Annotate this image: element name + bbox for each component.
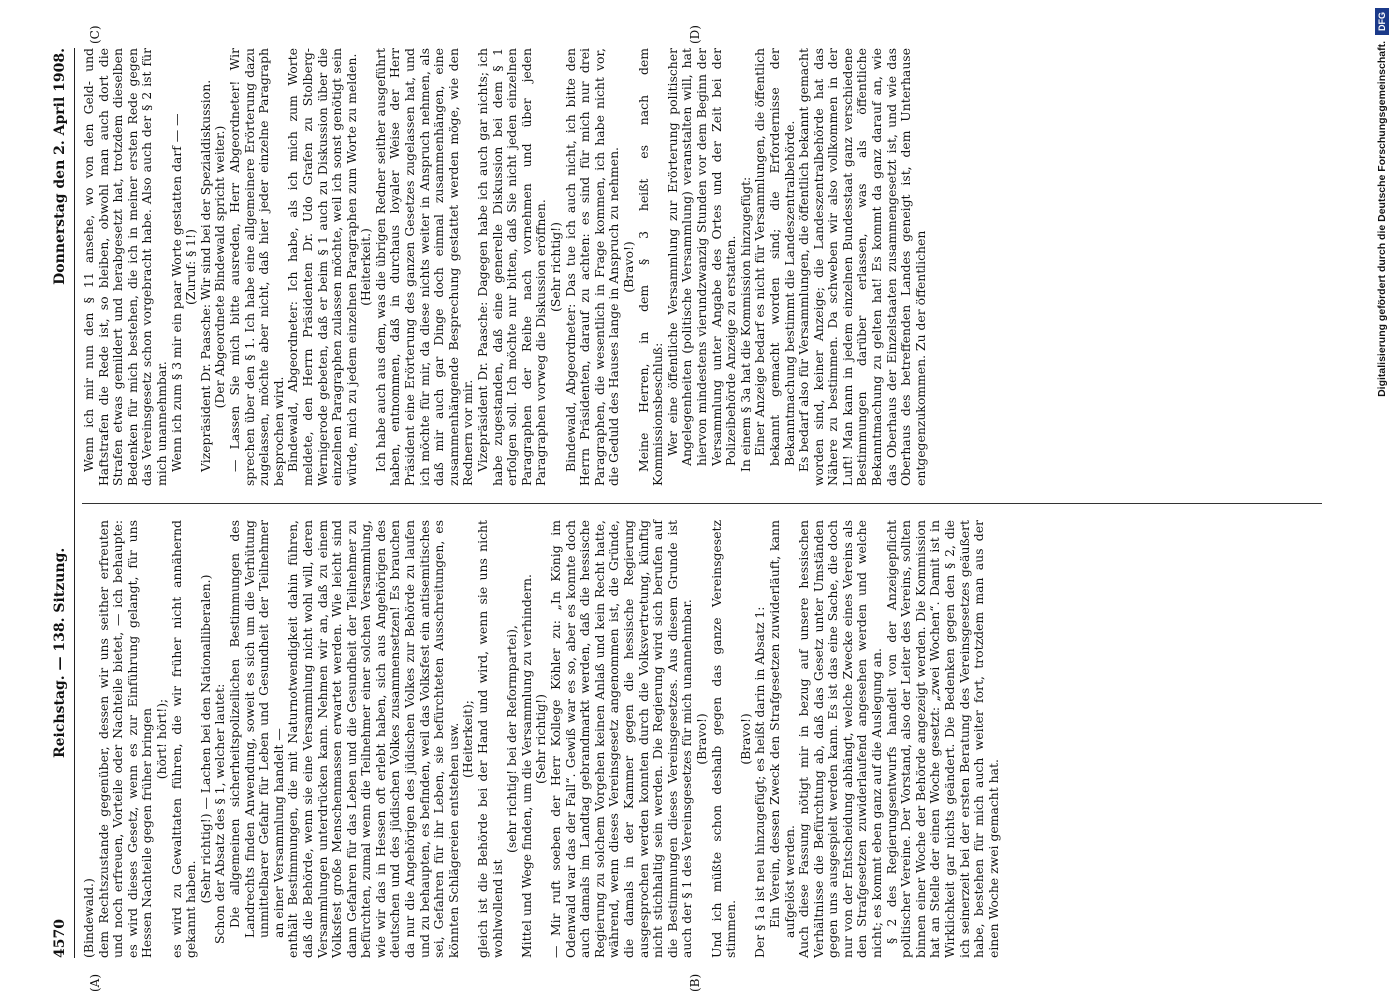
paragraph: es wird zu Gewalttaten führen, die wir früher nicht annähernd gekannt haben. — [168, 520, 199, 958]
margin-mark-d: (D) — [688, 25, 702, 44]
paragraph: Ich habe auch aus dem, was die übrigen Redner seither ausgeführt haben, entnommen, daß in durchaus loyaler Weise der Herr Präsident eine Erörterung des ganzen Gesetzes zugelassen hat, und ich möchte für mir, da diese nichts weiter in Anspruch nehmen, als daß mir auch gar Dinge doch einmal zusammenhängen, eine zusammenhängende Besprechung gestattet werden möge, wie den Rednern vor mir. — [372, 48, 476, 486]
paragraph: Und ich müßte schon deshalb gegen das ganze Vereinsgesetz stimmen. — [708, 520, 739, 958]
column-divider — [82, 503, 1322, 504]
paragraph: Einer Anzeige bedarf es nicht für Versammlungen, die öffentlich bekannt gemacht worden sind; die Erfordernisse der Bekanntmachung bestimmt die Landeszentralbehörde. — [752, 48, 797, 466]
page-header — [48, 48, 75, 958]
paragraph: (Der Abgeordnete Bindewald spricht weiter.) — [212, 125, 228, 409]
paragraph: Wenn ich mir nun den § 11 ansehe, wo von den Geld- und Haftstrafen die Rede ist, so bleiben, obwohl man auch dort die Strafen etwas gemildert und herabgesetzt hat, trotzdem dieselben Bedenken für mich bestehen, die ich in meiner ersten Rede gegen das Vereinsgesetz schon vorgebracht habe. Also auch der § 2 ist für mich unannehmbar. — [81, 48, 169, 486]
paragraph: Ein Verein, dessen Zweck den Strafgesetzen zuwiderläuft, kann aufgelöst werden. — [766, 520, 797, 938]
page-number: 4570 — [52, 919, 68, 958]
paragraph: (hört! hört!); — [153, 698, 169, 780]
margin-mark-a: (A) — [88, 973, 102, 992]
paragraph: (Heiterkeit.) — [358, 228, 374, 306]
text-column-left — [82, 520, 1001, 958]
paragraph: dem Rechtszustande gegenüber, dessen wir uns seither erfreuten und noch erfreuen, Vorteile oder Nachteile bietet, — ich behaupte: es wird dieses Gesetz, wenn es zur Einführung gelangt, für uns Hessen Nachteile gegen früher bringen — [95, 520, 155, 958]
paragraph: — Lassen Sie mich bitte ausreden, Herr Abgeordneter! Wir sprechen über den § 1. Ich habe eine allgemeinere Erörterung dazu zugelassen, möchte aber nicht, daß hier jeder einzelne Paragraph besprochen wird. — [226, 48, 286, 486]
paragraph: (sehr richtig! bei der Reformpartei), — [504, 625, 520, 853]
paragraph: Die allgemeinen sicherheitspolizeilichen Bestimmungen des Landrechts finden Anwendung, soweit es sich um die Verhütung unmittelbarer Gefahr für Leben und Gesundheit der Teilnehmer an einer Versammlung handelt — — [226, 520, 286, 938]
paragraph: Vizepräsident Dr. Paasche: Dagegen habe ich auch gar nichts; ich habe zugestanden, daß eine generelle Diskussion bei dem § 1 erfolgen soll. Ich möchte nur bitten, daß Sie nicht jeden einzelnen Paragraphen der Reihe nach vornehmen und über jeden Paragraphen vorweg die Diskussion eröffnen. — [475, 48, 549, 486]
paragraph: Bindewald, Abgeordneter: Das tue ich auch nicht, ich bitte den Herrn Präsidenten, darauf zu achten: es sind für mich nur drei Paragraphen, die wesentlich in Frage kommen, ich habe nicht vor, die Geduld des Hauses lange in Anspruch zu nehmen. — [562, 48, 622, 486]
paragraph: (Heiterkeit); — [460, 700, 476, 778]
paragraph: Mittel und Wege finden, um die Versammlung zu verhindern. — [518, 574, 534, 958]
paragraph: Vizepräsident Dr. Paasche: Wir sind bei der Spezialdiskussion. — [197, 79, 213, 472]
header-left-title: Reichstag. — 138. Sitzung. — [52, 547, 68, 758]
text-column-right — [82, 48, 928, 486]
paragraph: (Sehr richtig!) — [533, 694, 549, 784]
paragraph: Auch diese Fassung nötigt mir in bezug auf unsere hessischen Verhältnisse die Befürchtung ab, daß das Gesetz unter Umständen gegen uns ausgespielt werden kann. Es ist das eine Sache, die doch nur von der Entscheidung abhängt, welche Zwecke eines Vereins als den Strafgesetzen zuwiderlaufend angesehen werden und welche nicht; es kommt eben ganz auf die Auslegung an. — [796, 520, 885, 958]
digitization-credit — [1356, 8, 1388, 992]
credit-text: Digitalisierung gefördert durch die Deutsche Forschungsgemeinschaft. — [1376, 41, 1388, 397]
paragraph: enthält Bestimmungen, die mit Naturnotwendigkeit dahin führen, daß die Behörde, wenn sie eine Versammlung nicht wohl will, deren Versammlungen unterdrücken kann. Nehmen wir an, daß zu einem Volksfest große Menschenmassen erwartet werden. Wie leicht sind dann Gefahren für das Leben und die Gesundheit der Teilnehmer zu befürchten, zumal wenn die Teilnehmer einer solchen Versammlung, wie wir das in Hessen oft erlebt haben, sich aus Angehörigen des deutschen und des jüdischen Volkes zusammensetzen! Es brauchen da nur die Angehörigen des jüdischen Volkes zur Behörde zu laufen und zu behaupten, es befinden, weil das Volksfest ein antisemitisches sei, Gefahren für ihr Leben, sie befürchteten Ausschreitungen, es könnten Schlägereien entstehen usw. — [285, 520, 461, 958]
paragraph: Wenn ich zum § 3 mir ein paar Worte gestatten darf — — — [168, 113, 184, 472]
paragraph: gleich ist die Behörde bei der Hand und wird, wenn sie uns nicht wohlwollend ist — [475, 520, 505, 958]
margin-mark-c: (C) — [88, 25, 102, 44]
paragraph: § 2 des Regierungsentwurfs handelt von der Anzeigepflicht politischer Vereine. Der Vorstand, also der Leiter des Vereins, sollten binnen einer Woche der Behörde angezeigt werden. Die Kommission hat an Stelle der einen Woche gesetzt: „zwei Wochen“. Damit ist in Wirklichkeit gar nichts geändert. Die Bedenken gegen den § 2, die ich seinerzeit bei der ersten Beratung des Vereinsgesetzes geäußert habe, bestehen für mich auch weiter fort, trotzdem man aus der einen Woche zwei gemacht hat. — [883, 520, 1001, 958]
margin-mark-b: (B) — [688, 973, 702, 992]
paragraph: Schon der Absatz des § 1, welcher lautet: — [212, 683, 228, 944]
paragraph: Der § 1a ist neu hinzugefügt; es heißt darin in Absatz 1: — [752, 606, 768, 958]
dfg-logo: DFG — [1375, 8, 1389, 35]
paragraph: (Bindewald.) — [81, 878, 96, 958]
paragraph: In einem § 3a hat die Kommission hinzugefügt: — [737, 176, 753, 472]
paragraph: (Zuruf: § 1!) — [183, 229, 199, 305]
paragraph: Wer eine öffentliche Versammlung zur Erörterung politischer Angelegenheiten (politische Versammlung) veranstalten will, hat hiervon mindestens vierundzwanzig Stunden vor dem Beginn der Versammlung unter Angabe des Ortes und der Zeit bei der Polizeibehörde Anzeige zu erstatten. — [664, 48, 739, 466]
paragraph: (Bravo!) — [737, 713, 753, 765]
paragraph: (Bravo!) — [693, 713, 709, 765]
paragraph: Bindewald, Abgeordneter: Ich habe, als ich mich zum Worte meldete, den Herrn Präsidenten Dr. Udo Grafen zu Stolberg-Wernigerode gebeten, daß er beim § 1 auch zu Diskussion über die einzelnen Paragraphen zulassen möchte, weil ich sonst genötigt sein würde, mich zu jedem einzelnen Paragraphen zum Worte zu melden. — [285, 48, 359, 486]
paragraph: (Sehr richtig!) — [548, 222, 563, 312]
paragraph: (Sehr richtig!) — Lachen bei den Nationalliberalen.) — [197, 574, 213, 904]
paragraph: Meine Herren, in dem § 3 heißt es nach dem Kommissionsbeschluß: — [635, 48, 666, 486]
header-right-title: Donnerstag den 2. April 1908. — [52, 48, 68, 285]
paragraph: — Mir ruft soeben der Herr Kollege Köhler zu: „In König im Odenwald war das der Fall“. Gewiß war es so, aber es konnte doch auch damals im Landtag gebrandmarkt werden, daß die hessische Regierung zu solchem Vorgehen keinen Anlaß und kein Recht hatte, während, wenn dieses Vereinsgesetz angenommen ist, die Gründe, die damals in der Kammer gegen die hessische Regierung ausgesprochen werden konnten durch die Volksvertretung, künftig nicht stichhaltig sein werden. Die Regierung wird sich berufen auf die Bestimmungen dieses Vereinsgesetzes. Aus diesem Grunde ist auch der § 1 des Vereinsgesetzes für mich unannehmbar. — [548, 520, 695, 958]
paragraph: Es bedarf also für Versammlungen, die öffentlich bekannt gemacht worden sind, keiner Anzeige; die Landeszentralbehörde hat das Nähere zu bestimmen. Da schweben wir also vollkommen in der Luft! Man kann in jedem einzelnen Bundesstaat ganz verschiedene Bestimmungen darüber erlassen, was als öffentliche Bekanntmachung zu gelten hat! Es kommt da ganz darauf an, wie das Oberhaus der Einzelstaaten zusammengesetzt ist, und wie das Oberhaus des betreffenden Landes geneigt ist, dem Unterhause entgegenzukommen. Zu der öffentlichen — [796, 48, 928, 486]
rotated-document-page — [48, 25, 1338, 992]
paragraph: (Bravo!) — [620, 241, 636, 293]
